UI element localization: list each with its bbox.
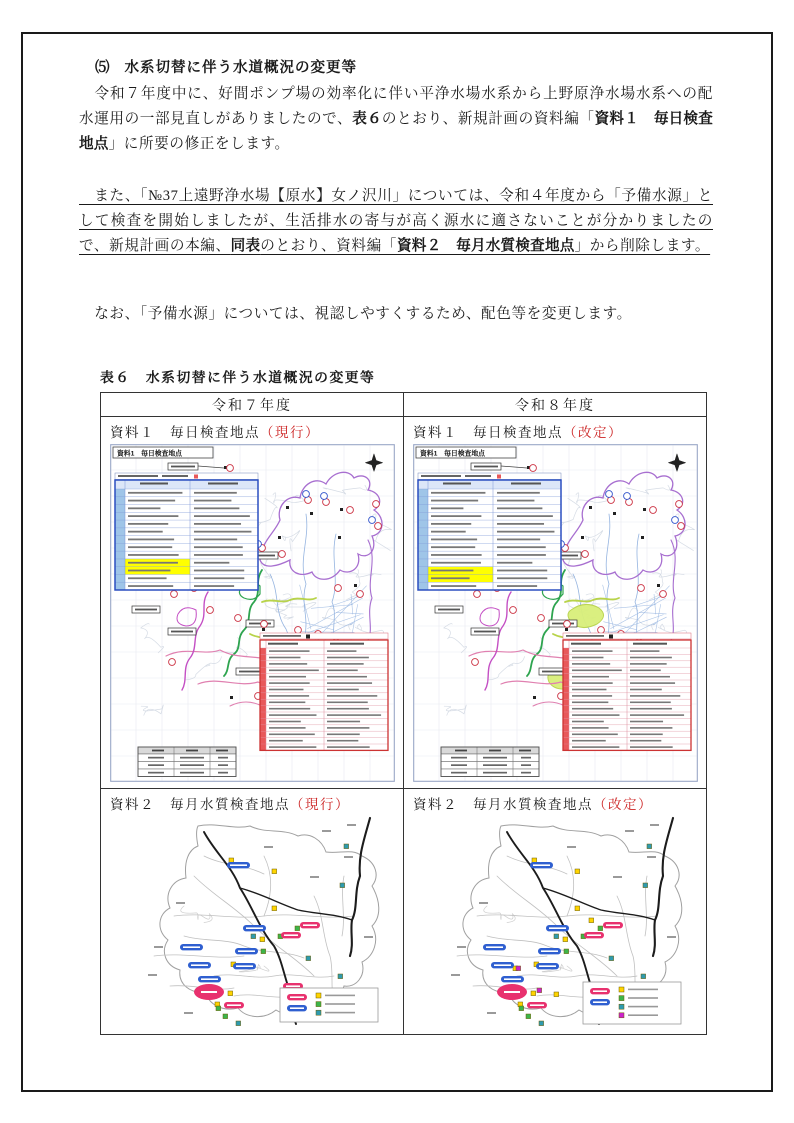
paragraph-3 [79,302,713,327]
section-heading [95,56,357,77]
status-revised: （改定） [563,425,623,440]
panel-label: 資料２ 毎月水質検査地点（現行） [110,797,350,812]
map-monthly-revised [417,816,693,1028]
panel-label: 資料１ 毎日検査地点（改定） [413,425,623,440]
text-segment: 表６ [352,111,382,127]
paragraph-1 [79,82,713,157]
table-caption: 表６ 水系切替に伴う水道概況の変更等 [100,370,376,385]
map-daily-current [110,444,395,782]
table-6-header-row [101,393,707,417]
status-revised: （改定） [593,797,653,812]
text-segment: また、「№37上遠野浄水場【原水】女ノ沢川」については、令和４年度から「予備水源」として検査を開始しましたが、生活排水の寄与が高く源水に適さないことが分かりましたので、新規計画の本編、 [79,188,713,254]
text-segment: のとおり、資料編「 [260,238,397,254]
text-segment: 同表 [230,238,261,254]
page-border-frame [21,32,773,1092]
section-title: 水系切替に伴う水道概況の変更等 [124,60,357,76]
table-6 [100,392,707,1035]
svg-text:資料1 毎日検査地点: 資料1 毎日検査地点 [419,450,485,458]
map-daily-revised [413,444,698,782]
text-segment: 」に所要の修正をします。 [108,136,290,152]
status-current: （現行） [260,425,320,440]
status-current: （現行） [290,797,350,812]
text-segment: 」から削除します。 [574,238,711,254]
panel-shiryo1-current [101,417,404,789]
panel-shiryo2-current [101,789,404,1035]
text-segment: のとおり、新規計画の資料編「 [381,111,595,127]
text-segment: 資料１ 毎日検査地点 [79,111,713,152]
paragraph-2 [79,184,713,259]
text-segment: 令和７年度中に、好間ポンプ場の効率化に伴い平浄水場水系から上野原浄水場水系への配水運用の一部見直しがありましたので、 [79,86,713,127]
col-header-reiwa7: 令和７年度 [101,393,404,417]
panel-shiryo2-revised [404,789,707,1035]
panel-label: 資料２ 毎月水質検査地点（改定） [413,797,653,812]
col-header-reiwa8: 令和８年度 [404,393,707,417]
text-segment: なお、「予備水源」については、視認しやすくするため、配色等を変更します。 [79,306,632,322]
panel-label: 資料１ 毎日検査地点（現行） [110,425,320,440]
map-monthly-current [114,816,390,1028]
svg-text:資料1 毎日検査地点: 資料1 毎日検査地点 [116,450,182,458]
text-segment: 資料２ 毎月水質検査地点 [397,238,575,254]
panel-shiryo1-revised [404,417,707,789]
section-number: ⑸ [95,60,111,76]
